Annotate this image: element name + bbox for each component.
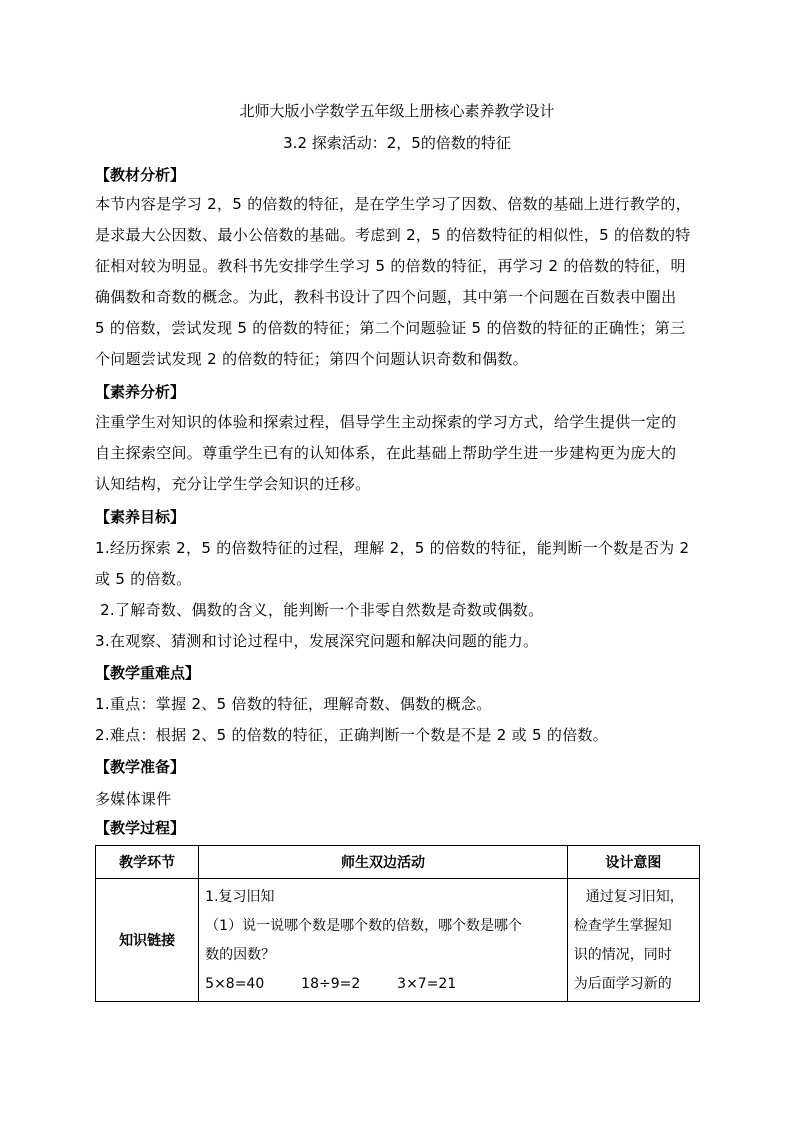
intent-line: 识的情况，同时 xyxy=(573,947,672,963)
paragraph-line: 确偶数和奇数的概念。为此，教科书设计了四个问题，其中第一个问题在百数表中圈出 xyxy=(95,288,677,306)
key-point-item: 1.重点：掌握 2、5 倍数的特征，理解奇数、偶数的概念。 xyxy=(95,695,492,713)
heading-key-points: 【教学重难点】 xyxy=(95,664,201,682)
paragraph-line: 5 的倍数，尝试发现 5 的倍数的特征；第二个问题验证 5 的倍数的特征的正确性；第三 xyxy=(95,319,686,337)
goal-item: 2.了解奇数、偶数的含义，能判断一个非零自然数是奇数或偶数。 xyxy=(95,601,544,619)
equation: 3×7=21 xyxy=(397,976,457,992)
document-subtitle: 3.2 探索活动：2，5的倍数的特征 xyxy=(283,134,511,152)
intent-line: 为后面学习新的 xyxy=(573,976,672,992)
intent-cell xyxy=(567,879,699,1002)
key-points-list xyxy=(95,689,710,751)
table-header-row xyxy=(96,846,700,879)
heading-material-analysis: 【教材分析】 xyxy=(95,166,186,184)
equation: 18÷9=2 xyxy=(301,976,361,992)
goal-item: 3.在观察、猜测和讨论过程中，发展深究问题和解决问题的能力。 xyxy=(95,632,539,650)
heading-preparation: 【教学准备】 xyxy=(95,758,186,776)
paragraph-line: 个问题尝试发现 2 的倍数的特征；第四个问题认识奇数和偶数。 xyxy=(95,350,529,368)
goal-item: 1.经历探索 2，5 的倍数特征的过程，理解 2，5 的倍数的特征，能判断一个数是否为 2 xyxy=(95,539,690,557)
teaching-process-table xyxy=(95,845,700,1002)
activity-line: 数的因数？ xyxy=(205,947,276,963)
material-analysis-paragraph xyxy=(95,189,710,375)
equation-line xyxy=(205,970,561,999)
intent-line: 检查学生掌握知 xyxy=(573,918,672,934)
paragraph-line: 是求最大公因数、最小公倍数的基础。考虑到 2，5 的倍数特征的相似性，5 的倍数的特 xyxy=(95,226,691,244)
heading-literacy-goals: 【素养目标】 xyxy=(95,508,186,526)
activity-cell xyxy=(199,879,568,1002)
preparation-text: 多媒体课件 xyxy=(95,790,172,808)
equation: 5×8=40 xyxy=(205,976,265,992)
paragraph-line: 本节内容是学习 2，5 的倍数的特征，是在学生学习了因数、倍数的基础上进行教学的， xyxy=(95,195,691,213)
literacy-goals-list xyxy=(95,533,710,657)
column-header-activity: 师生双边活动 xyxy=(199,846,568,879)
paragraph-line: 注重学生对知识的体验和探索过程，倡导学生主动探索的学习方式，给学生提供一定的 xyxy=(95,413,677,431)
heading-literacy-analysis: 【素养分析】 xyxy=(95,383,186,401)
table-row xyxy=(96,879,700,1002)
paragraph-line: 认知结构，充分让学生学会知识的迁移。 xyxy=(95,475,371,493)
literacy-analysis-paragraph xyxy=(95,407,710,500)
paragraph-line: 征相对较为明显。教科书先安排学生学习 5 的倍数的特征，再学习 2 的倍数的特征，明 xyxy=(95,257,686,275)
column-header-intent: 设计意图 xyxy=(567,846,699,879)
goal-item: 或 5 的倍数。 xyxy=(95,570,192,588)
activity-line: 1.复习旧知 xyxy=(205,889,275,905)
intent-line: 通过复习旧知， xyxy=(585,889,684,905)
heading-process: 【教学过程】 xyxy=(95,819,186,837)
stage-cell: 知识链接 xyxy=(96,879,199,1002)
paragraph-line: 自主探索空间。尊重学生已有的认知体系，在此基础上帮助学生进一步建构更为庞大的 xyxy=(95,444,677,462)
document-title: 北师大版小学数学五年级上册核心素养教学设计 xyxy=(239,102,555,120)
activity-line: （1）说一说哪个数是哪个数的倍数，哪个数是哪个 xyxy=(205,918,523,934)
column-header-stage: 教学环节 xyxy=(96,846,199,879)
key-point-item: 2.难点：根据 2、5 的倍数的特征，正确判断一个数是不是 2 或 5 的倍数。 xyxy=(95,726,609,744)
